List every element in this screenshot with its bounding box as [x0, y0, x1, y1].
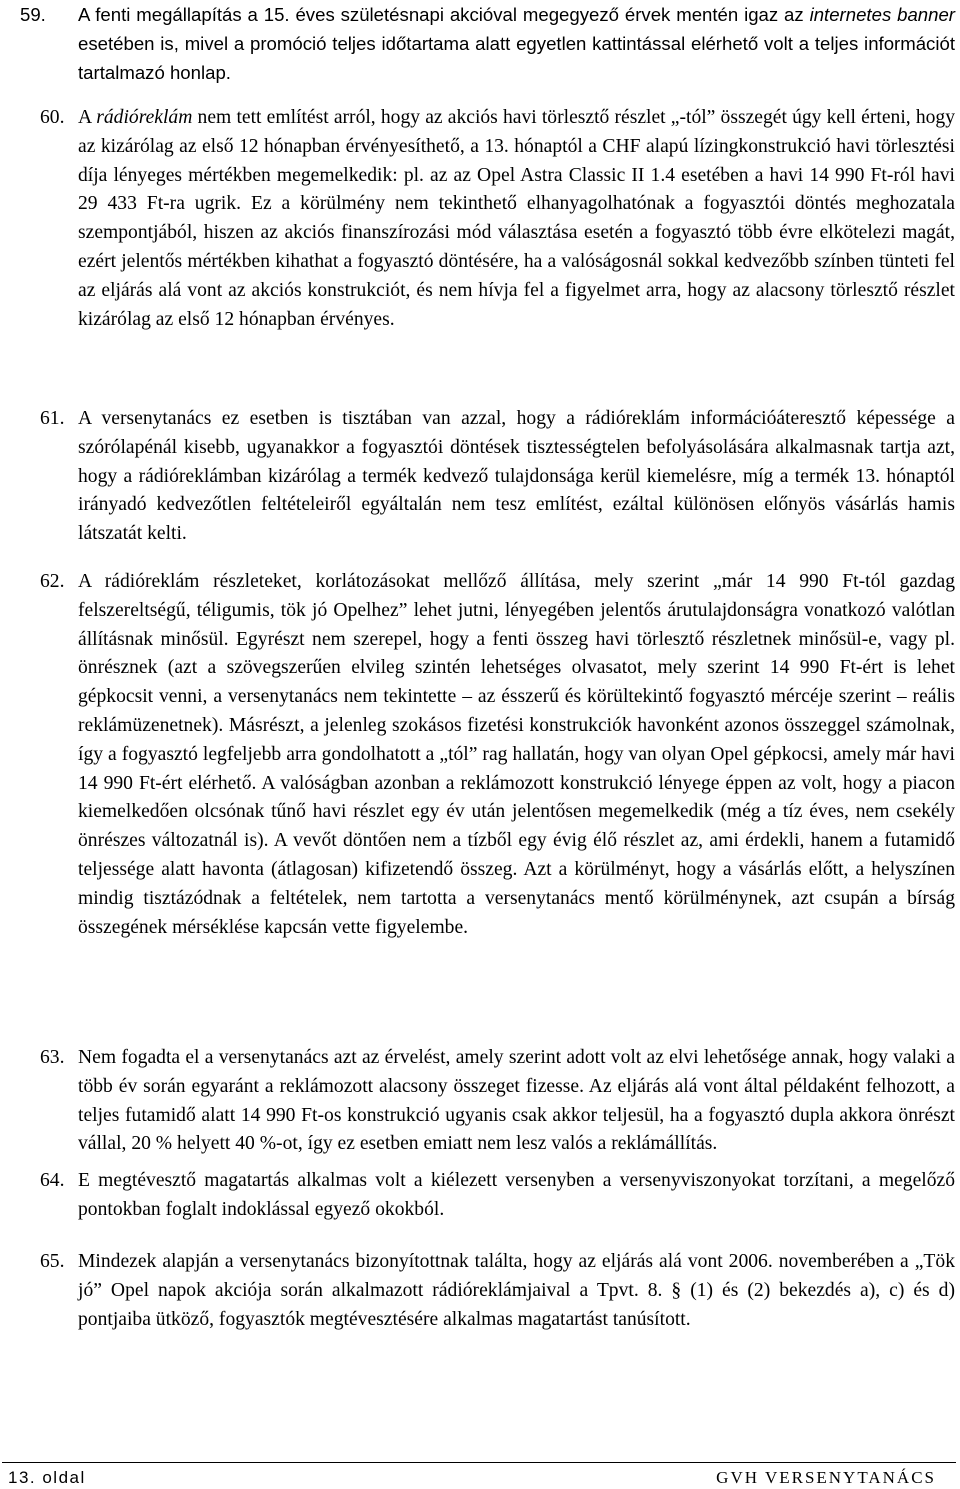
paragraph-number: 62. — [40, 571, 65, 592]
paragraph-text: E megtévesztő magatartás alkalmas volt a kiélezett versenyben a versenyviszonyokat torzítani, a megelőző pontokban foglalt indoklással egyező okokból. — [78, 1170, 955, 1220]
paragraph-number: 61. — [40, 408, 65, 429]
page-footer — [2, 1462, 956, 1487]
paragraph-62 — [40, 568, 955, 942]
paragraph-number: 60. — [40, 107, 65, 128]
paragraph-text: A fenti megállapítás a 15. éves születésnapi akcióval megegyező érvek mentén igaz az internetes banner esetében is, mivel a promóció teljes időtartama alatt egyetlen kattintással elérhető volt a teljes információt tartalmazó honlap. — [78, 4, 955, 83]
paragraph-59 — [20, 1, 955, 87]
paragraph-number: 63. — [40, 1047, 65, 1068]
paragraph-60 — [40, 104, 955, 334]
paragraph-text: Nem fogadta el a versenytanács azt az érvelést, amely szerint adott volt az elvi lehetősége annak, hogy valaki a több év során egyaránt a reklámozott alacsony összeget fizesse. Az eljárás alá vont által példaként felhozott, a teljes futamidő alatt 14 990 Ft-os konstrukció ugyanis csak akkor teljesül, ha a fogyasztó dupla akkora önrészt vállal, 20 % helyett 40 %-ot, így ez esetben emiatt nem lesz valós a reklámállítás. — [78, 1047, 955, 1155]
paragraph-text: A rádióreklám nem tett említést arról, hogy az akciós havi törlesztő részlet „-tól” összegét úgy kell érteni, hogy az kizárólag az első 12 hónapban érvényesíthető, a 13. hónaptól a CHF alapú lízingkonstrukció havi törlesztési díja lényeges mértékben megemelkedik: pl. az az Opel Astra Classic II 1.4 esetében a havi 14 990 Ft-ról havi 29 433 Ft-ra ugrik. Ez a körülmény nem tekinthető elhanyagolhatónak a fogyasztói döntés meghozatala szempontjából, hiszen az akciós finanszírozási mód választása esetén a fogyasztó több évre elkötelezi magát, ezért jelentős mértékben kihathat a fogyasztó döntésére, ha a valóságosnál sokkal kedvezőbb színben tünteti fel az eljárás alá vont az akciós konstrukciót, és nem hívja fel a figyelmet arra, hogy az alacsony törlesztő részlet kizárólag az első 12 hónapban érvényes. — [78, 107, 956, 330]
page-number: 13. oldal — [8, 1468, 86, 1487]
paragraph-63 — [40, 1044, 955, 1159]
paragraph-text: A versenytanács ez esetben is tisztában van azzal, hogy a rádióreklám információáteresztő képessége a szórólapénál kisebb, ugyanakkor a fogyasztói döntések tisztességtelen befolyásolására alkalmasnak tartja azt, hogy a rádióreklámban kizárólag a termék kedvező tulajdonsága kerül kiemelésre, míg a termék 13. hónaptól irányadó kedvezőtlen feltételeiről egyáltalán nem tesz említést, ezáltal különösen előnyös vásárlás hamis látszatát kelti. — [78, 408, 955, 545]
organization-name: GVH VERSENYTANÁCS — [716, 1468, 936, 1487]
paragraph-number: 59. — [20, 4, 46, 25]
paragraph-61 — [40, 405, 955, 549]
paragraph-64 — [40, 1167, 955, 1225]
paragraph-text: A rádióreklám részleteket, korlátozásokat mellőző állítása, mely szerint „már 14 990 Ft-tól gazdag felszereltségű, téligumis, tök jó Opelhez” lehet jutni, lényegében jelentős árutulajdonságra vonatkozó valótlan állításnak minősül. Egyrészt nem szerepel, hogy a fenti összeg havi törlesztő részletnek minősül-e, vagy pl. önrésznek (azt a szövegszerűen elvileg szintén lehetséges olvasatot, mely szerint 14 990 Ft-ért is lehet gépkocsit venni, a versenytanács nem tekintette – az ésszerű és körültekintő fogyasztó mércéje szerint – reális reklámüzenetnek). Másrészt, a jelenleg szokásos fizetési konstrukciók havonként azonos összeggel számolnak, így a fogyasztó legfeljebb arra gondolhatott a „tól” rag hallatán, hogy van olyan Opel gépkocsi, amely már havi 14 990 Ft-ért elérhető. A valóságban azonban a reklámozott konstrukció lényege éppen az volt, hogy a piacon kiemelkedően olcsónak tűnő havi részlet egy év után jelentősen megemelkedik (még a tíz éves, nem csekély önrészes változatnál is). A vevőt döntően nem a tízből egy évig élő részlet az, ami érdekli, hanem a futamidő teljessége alatt havonta (átlagosan) kifizetendő összeg. Azt a körülményt, hogy a vásárlás előtt, a helyszínen mindig tisztázódnak a feltételek, nem tartotta a versenytanács mentő körülménynek, azt csupán a bírság összegének mérséklése kapcsán vette figyelembe. — [78, 571, 955, 938]
paragraph-text: Mindezek alapján a versenytanács bizonyítottnak találta, hogy az eljárás alá vont 2006. novemberében a „Tök jó” Opel napok akciója során alkalmazott rádióreklámjaival a Tpvt. 8. § (1) és (2) bekezdés a), c) és d) pontjaiba ütköző, fogyasztók megtévesztésére alkalmas magatartást tanúsított. — [78, 1251, 955, 1330]
paragraph-number: 65. — [40, 1251, 65, 1272]
paragraph-number: 64. — [40, 1170, 65, 1191]
paragraph-65 — [40, 1248, 955, 1334]
